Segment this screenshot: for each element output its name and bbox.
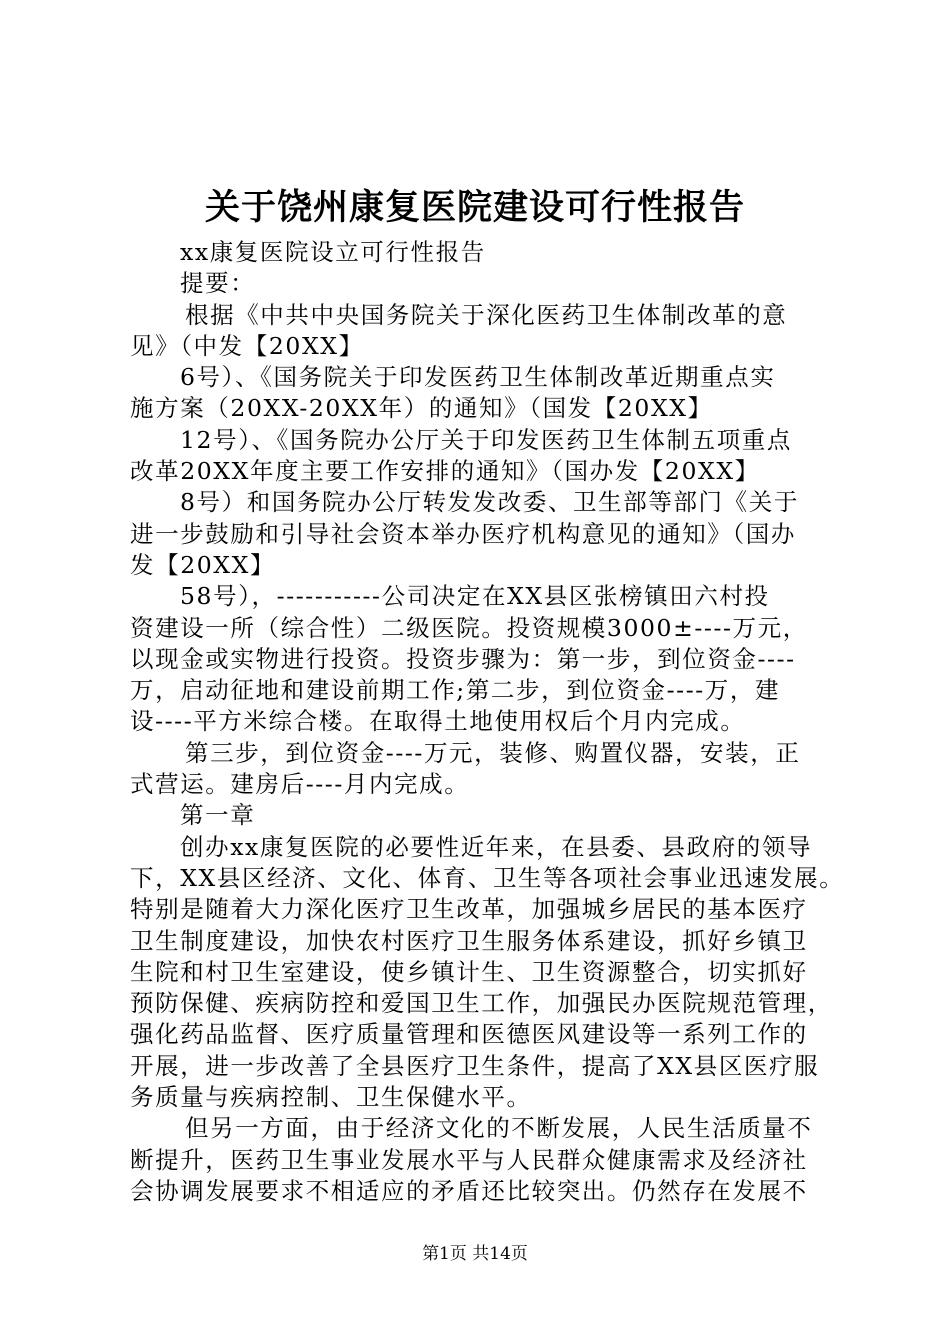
body-line: 8号）和国务院办公厅转发发改委、卫生部等部门《关于 — [180, 488, 799, 517]
body-line: 设----平方米综合楼。在取得土地使用权后个月内完成。 — [130, 707, 746, 736]
body-line: 进一步鼓励和引导社会资本举办医疗机构意见的通知》（国办 — [130, 519, 796, 548]
subtitle-line: xx康复医院设立可行性报告 — [180, 238, 486, 266]
body-line: 卫生制度建设，加快农村医疗卫生服务体系建设，抓好乡镇卫 — [130, 926, 808, 955]
document-title: 关于饶州康复医院建设可行性报告 — [204, 187, 745, 228]
body-line: 发【20XX】 — [130, 550, 276, 579]
body-line: 6号）、《国务院关于印发医药卫生体制改革近期重点实 — [180, 363, 776, 392]
body-line: 施方案（20XX-20XX年）的通知》（国发【20XX】 — [130, 394, 713, 423]
body-line: 12号）、《国务院办公厅关于印发医药卫生体制五项重点 — [180, 425, 793, 454]
body-line: 断提升，医药卫生事业发展水平与人民群众健康需求及经济社 — [130, 1145, 808, 1174]
body-line: 式营运。建房后----月内完成。 — [130, 770, 470, 799]
body-line: 见》（中发【20XX】 — [130, 331, 364, 360]
body-line: 特别是随着大力深化医疗卫生改革，加强城乡居民的基本医疗 — [130, 895, 808, 924]
body-line: 58号），-----------公司决定在XX县区张榜镇田六村投 — [180, 582, 770, 611]
body-line: 第三步，到位资金----万元，装修、购置仪器，安装，正 — [185, 738, 801, 767]
body-line: 万，启动征地和建设前期工作;第二步，到位资金----万，建 — [130, 676, 781, 705]
document-body — [130, 237, 845, 1207]
body-line: 生院和村卫生室建设，使乡镇计生、卫生资源整合，切实抓好 — [130, 957, 808, 986]
body-line: 根据《中共中央国务院关于深化医药卫生体制改革的意 — [185, 300, 788, 329]
body-line: 务质量与疾病控制、卫生保健水平。 — [130, 1083, 532, 1112]
page-number: 第1页 共14页 — [422, 1244, 528, 1264]
chapter-heading: 第一章 — [180, 801, 256, 830]
body-line: 下，XX县区经济、文化、体育、卫生等各项社会事业迅速发展。 — [130, 863, 845, 892]
body-line: 改革20XX年度主要工作安排的通知》（国办发【20XX】 — [130, 457, 760, 486]
body-line: 资建设一所（综合性）二级医院。投资规模3000±----万元， — [130, 613, 808, 642]
body-line: 创办xx康复医院的必要性近年来，在县委、县政府的领导 — [180, 832, 813, 861]
summary-heading: 提要： — [180, 269, 256, 298]
body-line: 但另一方面，由于经济文化的不断发展，人民生活质量不 — [185, 1114, 813, 1143]
body-line: 开展，进一步改善了全县医疗卫生条件，提高了XX县区医疗服 — [130, 1051, 820, 1080]
body-line: 强化药品监督、医疗质量管理和医德医风建设等一系列工作的 — [130, 1020, 808, 1049]
body-line: 预防保健、疾病防控和爱国卫生工作，加强民办医院规范管理， — [130, 989, 833, 1018]
body-line: 会协调发展要求不相适应的矛盾还比较突出。仍然存在发展不 — [130, 1176, 808, 1205]
body-line: 以现金或实物进行投资。投资步骤为：第一步，到位资金---- — [130, 644, 796, 673]
